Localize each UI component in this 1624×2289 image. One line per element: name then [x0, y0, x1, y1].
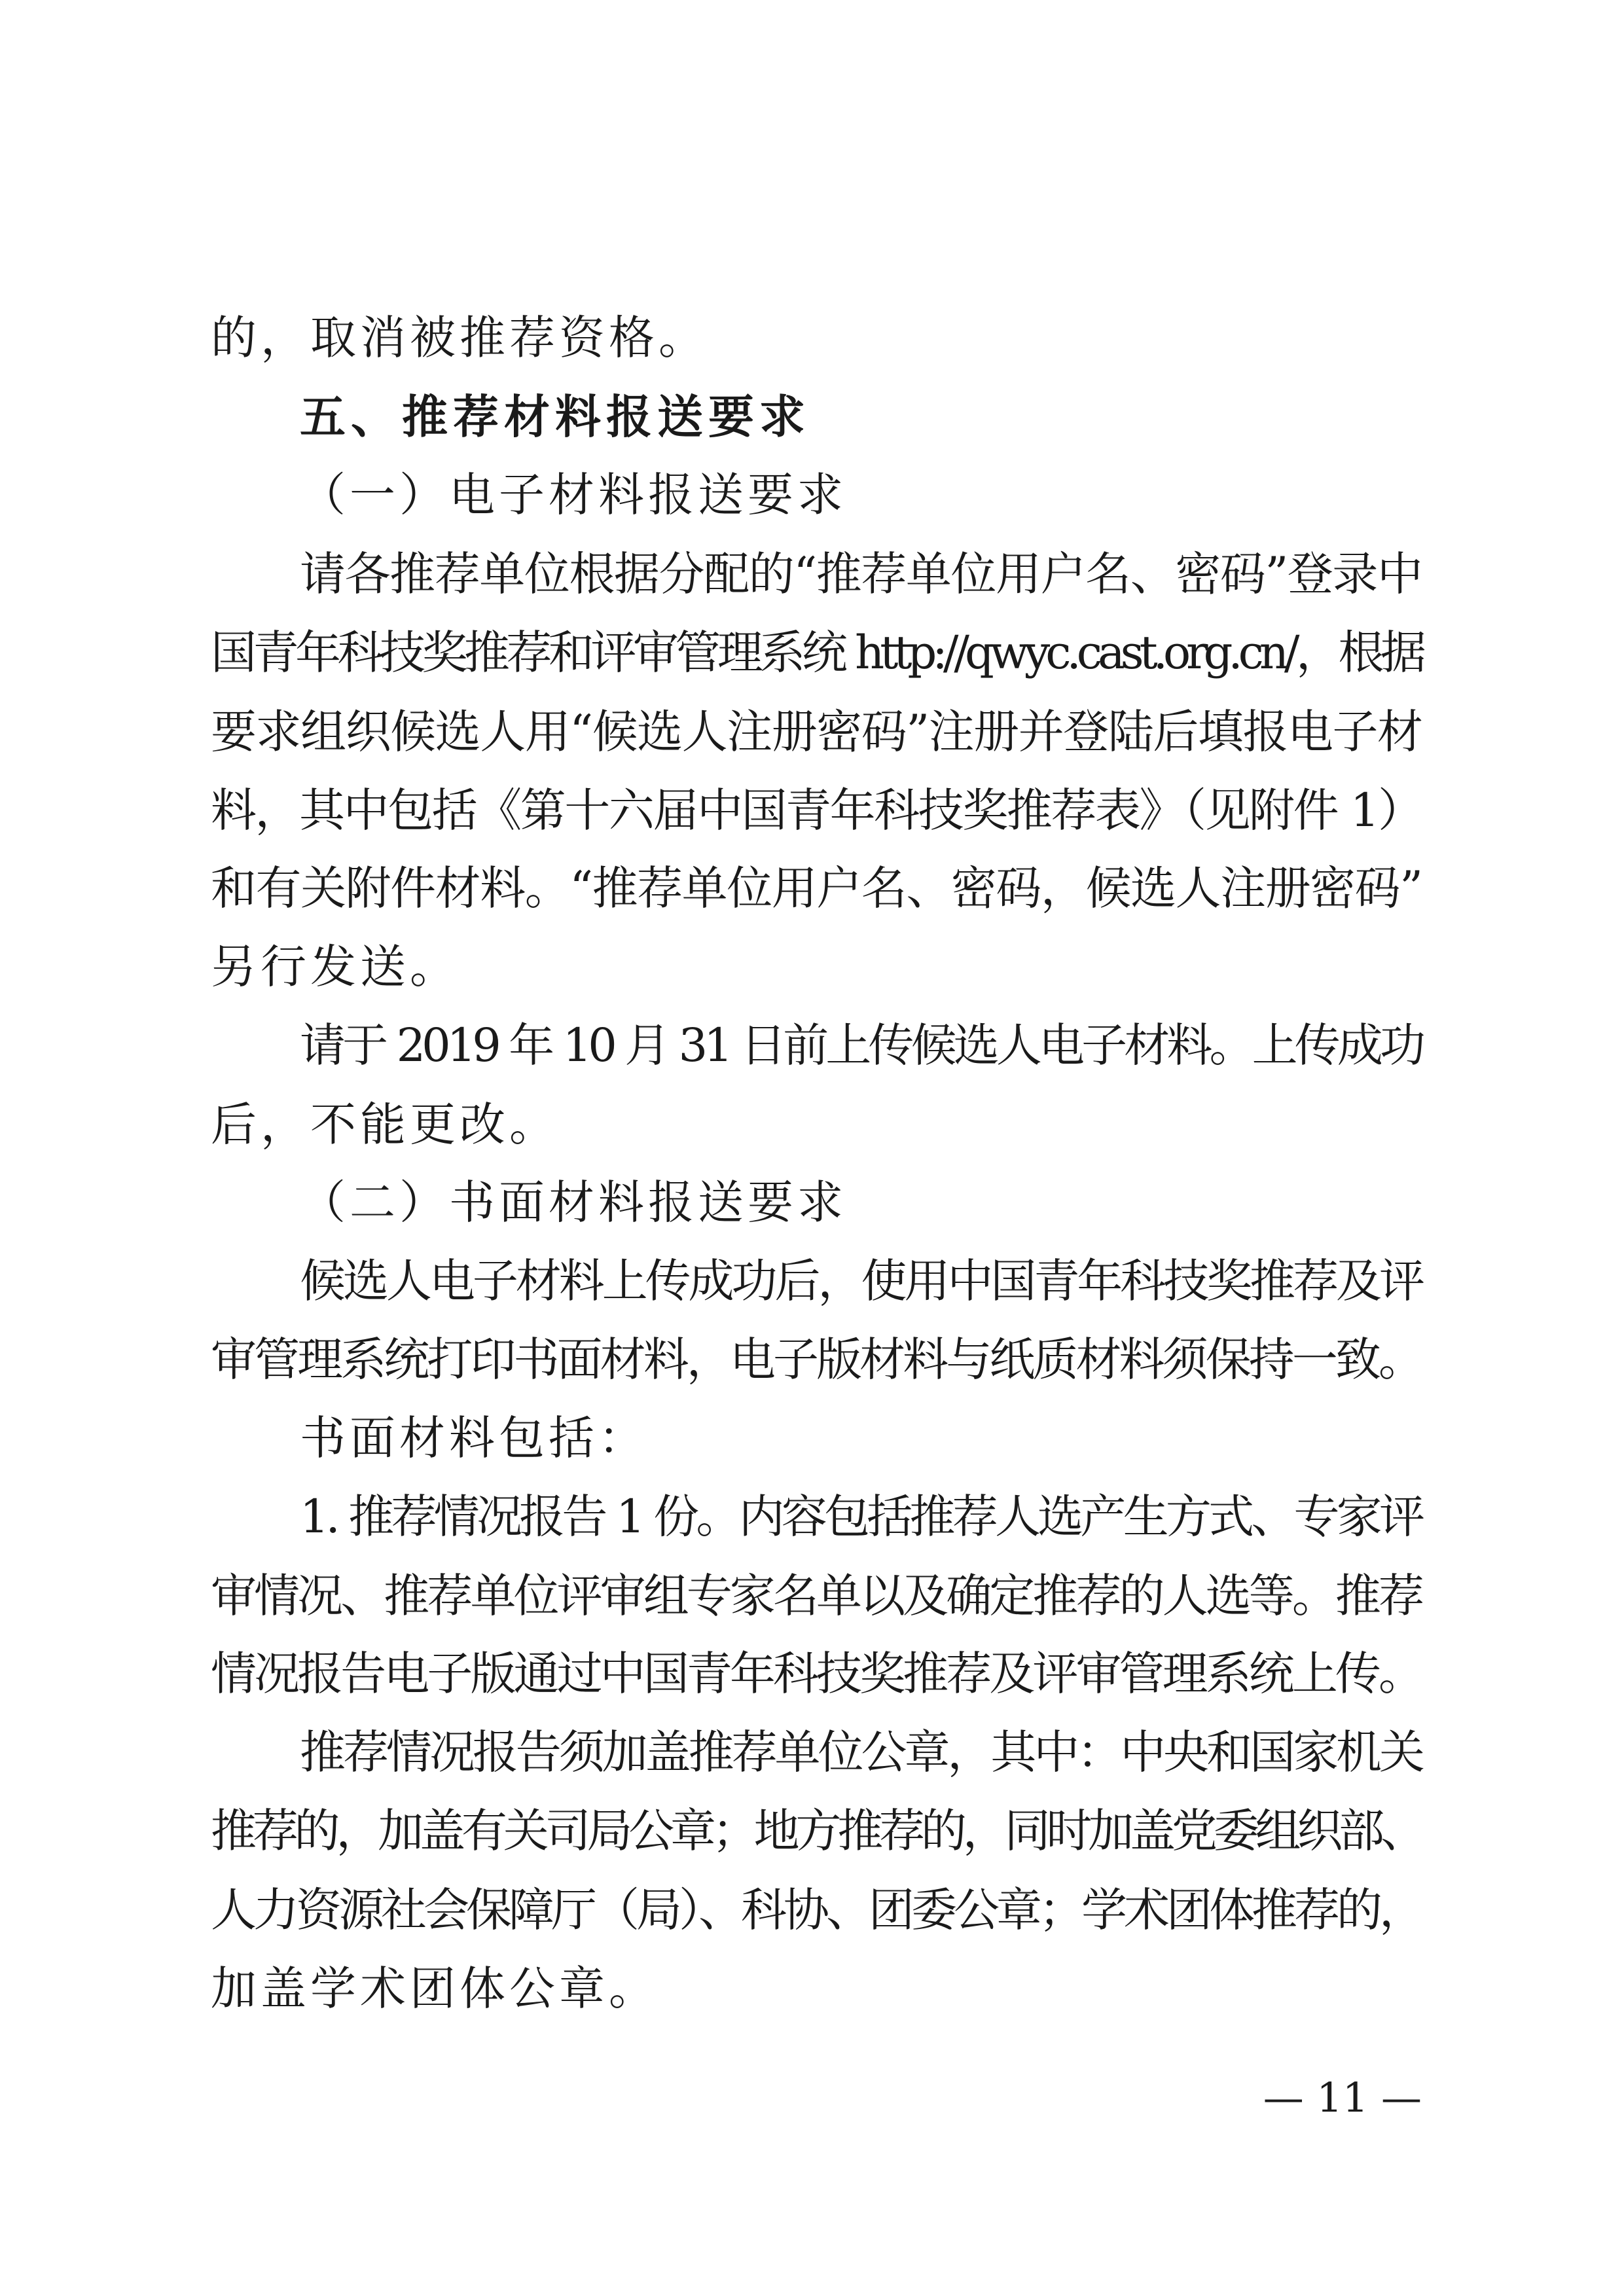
subsection-heading: （二）书面材料报送要求	[300, 1176, 847, 1229]
paragraph-line: 人力资源社会保障厅（局）、科协、团委公章；学术团体推荐的，	[211, 1883, 1422, 1937]
paragraph-line: 推荐情况报告须加盖推荐单位公章，其中：中央和国家机关	[300, 1725, 1422, 1779]
paragraph-line: 请于 2019 年 10 月 31 日前上传候选人电子材料。上传成功	[300, 1018, 1422, 1072]
paragraph-line: 审管理系统打印书面材料，电子版材料与纸质材料须保持一致。	[211, 1333, 1422, 1386]
paragraph-line: 推荐的，加盖有关司局公章；地方推荐的，同时加盖党委组织部、	[211, 1804, 1422, 1858]
paragraph-line: 1. 推荐情况报告 1 份。内容包括推荐人选产生方式、专家评	[300, 1490, 1422, 1543]
paragraph-line: 审情况、推荐单位评审组专家名单以及确定推荐的人选等。推荐	[211, 1569, 1422, 1623]
paragraph-line: 请各推荐单位根据分配的“推荐单位用户名、密码”登录中	[300, 547, 1422, 601]
paragraph-line: 和有关附件材料。“推荐单位用户名、密码，候选人注册密码”	[211, 861, 1422, 915]
paragraph-line: 的，取消被推荐资格。	[211, 311, 708, 365]
paragraph-line: 国青年科技奖推荐和评审管理系统 http://qwyc.cast.org.cn/，根据	[211, 626, 1422, 679]
paragraph-line: 情况报告电子版通过中国青年科技奖推荐及评审管理系统上传。	[211, 1647, 1422, 1701]
paragraph-line: 候选人电子材料上传成功后，使用中国青年科技奖推荐及评	[300, 1254, 1422, 1308]
section-heading: 五、推荐材料报送要求	[300, 390, 810, 444]
paragraph-line: 要求组织候选人用“候选人注册密码”注册并登陆后填报电子材	[211, 705, 1422, 759]
paragraph-line: 后，不能更改。	[211, 1098, 559, 1151]
page-number: — 11 —	[1263, 2074, 1422, 2121]
subsection-heading: （一）电子材料报送要求	[300, 468, 847, 522]
paragraph-line: 书面材料包括：	[300, 1411, 648, 1465]
paragraph-line: 料，其中包括《第十六届中国青年科技奖推荐表》（见附件 1）	[211, 784, 1422, 837]
paragraph-line: 另行发送。	[211, 940, 460, 994]
paragraph-line: 加盖学术团体公章。	[211, 1962, 659, 2015]
